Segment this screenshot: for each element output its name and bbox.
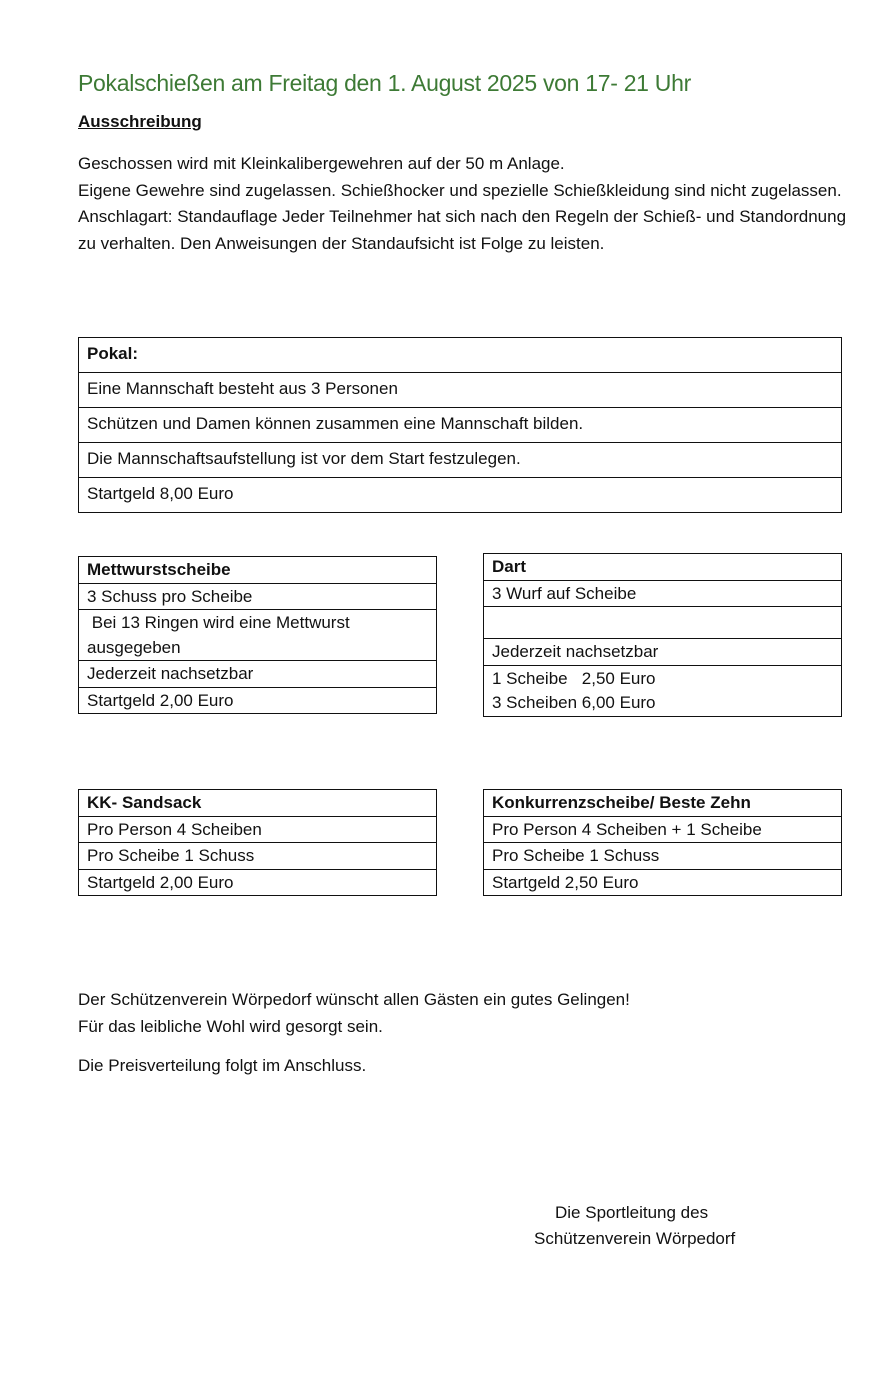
table-row: Jederzeit nachsetzbar bbox=[484, 639, 842, 666]
price-line: 1 Scheibe 2,50 Euro bbox=[492, 668, 656, 688]
table-row: Startgeld 2,00 Euro bbox=[79, 687, 437, 714]
section-heading: Ausschreibung bbox=[78, 112, 202, 131]
table-row-empty bbox=[484, 607, 842, 639]
document-title: Pokalschießen am Freitag den 1. August 2025 von 17- 21 Uhr bbox=[78, 70, 691, 96]
table-row: Die Mannschaftsaufstellung ist vor dem Start festzulegen. bbox=[79, 443, 842, 478]
table-row: Pro Scheibe 1 Schuss bbox=[484, 843, 842, 870]
table-row-prices bbox=[484, 665, 842, 716]
closing-line: Die Preisverteilung folgt im Anschluss. bbox=[78, 1056, 367, 1075]
table-row: Startgeld 8,00 Euro bbox=[79, 478, 842, 513]
table-header: Pokal: bbox=[79, 338, 842, 373]
table-header: Dart bbox=[484, 554, 842, 581]
table-row: 3 Schuss pro Scheibe bbox=[79, 583, 437, 610]
closing-line: Für das leibliche Wohl wird gesorgt sein. bbox=[78, 1017, 383, 1036]
intro-line: Eigene Gewehre sind zugelassen. Schießhocker und spezielle Schießkleidung sind nicht zugelassen. bbox=[78, 180, 842, 200]
table-row: Jederzeit nachsetzbar bbox=[79, 661, 437, 688]
price-line: 3 Scheiben 6,00 Euro bbox=[492, 693, 656, 712]
table-row: Pro Person 4 Scheiben bbox=[79, 816, 437, 843]
konkurrenz-table bbox=[483, 789, 842, 896]
table-header: Mettwurstscheibe bbox=[79, 557, 437, 584]
table-row: Schützen und Damen können zusammen eine Mannschaft bilden. bbox=[79, 408, 842, 443]
intro-text bbox=[78, 151, 853, 257]
table-header: Konkurrenzscheibe/ Beste Zehn bbox=[484, 790, 842, 817]
table-row: Startgeld 2,50 Euro bbox=[484, 869, 842, 896]
closing-line: Der Schützenverein Wörpedorf wünscht allen Gästen ein gutes Gelingen! bbox=[78, 990, 630, 1009]
intro-line: Anschlagart: Standauflage Jeder Teilnehmer hat sich nach den Regeln der Schieß- und Standordnung zu verhalten. Den Anweisungen der Standaufsicht ist Folge zu leisten. bbox=[78, 207, 847, 253]
kk-sandsack-table bbox=[78, 789, 437, 896]
signature-block bbox=[534, 1200, 735, 1252]
intro-line: Geschossen wird mit Kleinkalibergewehren auf der 50 m Anlage. bbox=[78, 154, 565, 173]
closing-text bbox=[78, 986, 630, 1079]
signature-line: Die Sportleitung des bbox=[555, 1203, 709, 1222]
table-row: Eine Mannschaft besteht aus 3 Personen bbox=[79, 373, 842, 408]
signature-line: Schützenverein Wörpedorf bbox=[534, 1229, 736, 1248]
table-row: Pro Scheibe 1 Schuss bbox=[79, 843, 437, 870]
table-row: Startgeld 2,00 Euro bbox=[79, 869, 437, 896]
pokal-table bbox=[78, 337, 842, 513]
table-row: Bei 13 Ringen wird eine Mettwurst ausgegeben bbox=[79, 610, 437, 661]
table-row: 3 Wurf auf Scheibe bbox=[484, 580, 842, 607]
table-header: KK- Sandsack bbox=[79, 790, 437, 817]
table-row: Pro Person 4 Scheiben + 1 Scheibe bbox=[484, 816, 842, 843]
mettwurst-table bbox=[78, 556, 437, 714]
dart-table bbox=[483, 553, 842, 717]
